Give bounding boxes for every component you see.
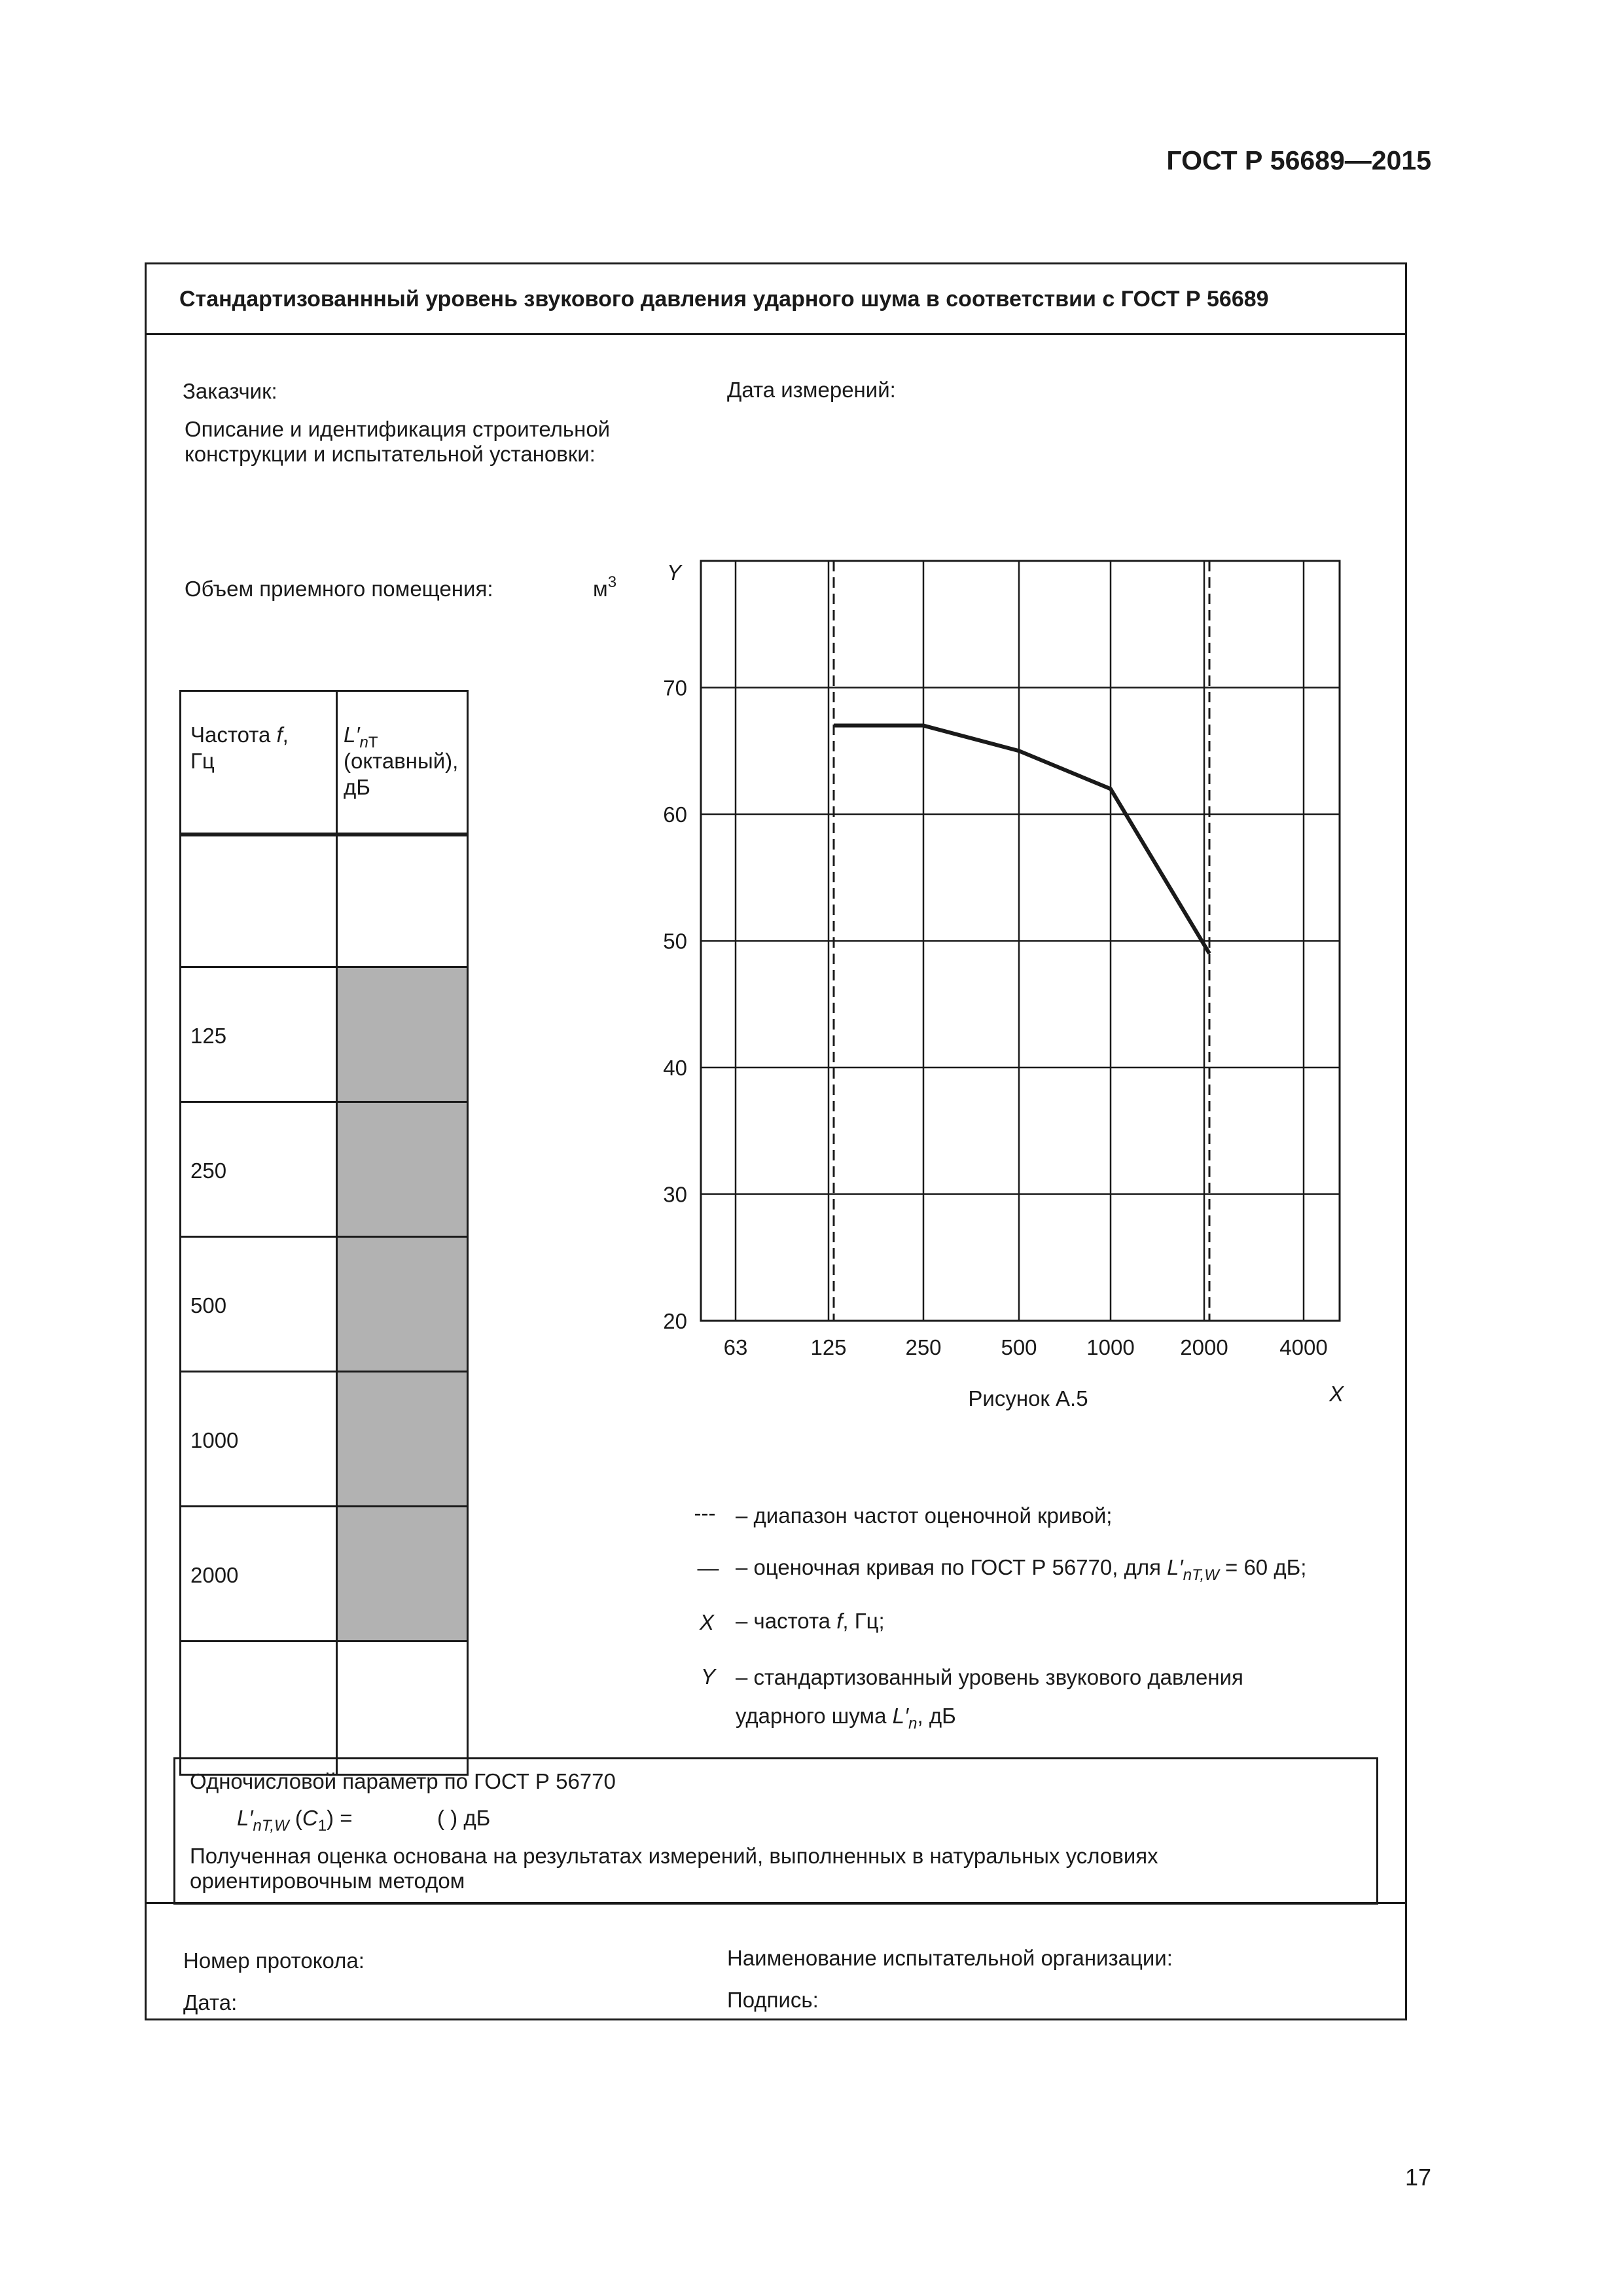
y-tick-label: 70: [663, 675, 687, 700]
volume-unit: [593, 573, 617, 602]
legend-x-symbol: [687, 1610, 726, 1635]
single-number-rating-box: [173, 1757, 1378, 1905]
table-row-value-shaded: [336, 966, 469, 1103]
chart-y-ticks: [663, 676, 687, 1334]
header-frequency-line1: [190, 722, 289, 748]
legend-x-text: [736, 1608, 885, 1634]
legend-x-letter: X: [699, 1610, 714, 1634]
table-row-value-shaded: [336, 1505, 469, 1642]
legend-y-text-line1: – стандартизованный уровень звукового давления: [736, 1665, 1243, 1689]
table-row: [179, 1236, 338, 1372]
y-tick-label: 60: [663, 802, 687, 827]
table-row-value-shaded: [336, 1101, 469, 1238]
table-row-value-shaded: [336, 1371, 469, 1507]
formula-L: L′: [237, 1806, 253, 1830]
row-frequency: 125: [190, 1024, 227, 1048]
table-header-frequency: [179, 690, 338, 836]
x-tick-label: 250: [905, 1335, 942, 1359]
summary-formula: [237, 1805, 353, 1835]
header-level-L: L′: [344, 723, 360, 747]
header-level-octave: (октавный),: [344, 749, 459, 773]
summary-title: Одночисловой параметр по ГОСТ Р 56770: [190, 1769, 616, 1793]
chart-figure-caption: Рисунок А.5: [968, 1386, 1088, 1410]
row-frequency: 250: [190, 1158, 227, 1183]
legend-y-suffix: , дБ: [917, 1704, 956, 1728]
legend-solid-L: L′: [1167, 1555, 1183, 1579]
header-frequency-unit: Гц: [190, 749, 215, 773]
table-row-value-shaded: [336, 1236, 469, 1372]
header-level-sub: n: [359, 734, 368, 751]
table-row: [179, 1101, 338, 1238]
table-row: [179, 1371, 338, 1507]
description-label-line1: Описание и идентификация строительной: [185, 417, 611, 441]
legend-y-symbol: [688, 1664, 728, 1689]
volume-label: Объем приемного помещения:: [185, 577, 493, 601]
formula-C-sub: 1: [317, 1817, 327, 1835]
x-tick-label: 500: [1001, 1335, 1037, 1359]
header-frequency-text: Частота: [190, 723, 277, 747]
formula-close: ) =: [327, 1806, 353, 1830]
form-title-bar: [147, 264, 1405, 335]
measurement-date-label: Дата измерений:: [727, 378, 896, 402]
legend-y-sub: n: [908, 1715, 918, 1732]
legend-solid-prefix: – оценочная кривая по ГОСТ Р 56770, для: [736, 1555, 1168, 1579]
protocol-number-label: Номер протокола:: [183, 1948, 365, 1973]
row-frequency: 1000: [190, 1428, 239, 1452]
legend-dashed-text: – диапазон частот оценочной кривой;: [736, 1503, 1113, 1528]
standard-header: ГОСТ Р 56689—2015: [1166, 145, 1431, 175]
y-tick-label: 40: [663, 1056, 687, 1080]
chart-grid: [701, 561, 1340, 1321]
volume-unit-base: м: [593, 577, 608, 601]
row-frequency: 500: [190, 1293, 227, 1318]
table-row: [179, 834, 338, 968]
legend-solid-sub: nT,W: [1183, 1566, 1219, 1584]
description-label-line2: конструкции и испытательной установки:: [185, 442, 596, 466]
legend-y-text-line2: [736, 1703, 956, 1732]
legend-solid-suffix: = 60 дБ;: [1219, 1555, 1307, 1579]
x-tick-label: 63: [723, 1335, 748, 1359]
y-tick-label: 30: [663, 1182, 687, 1207]
x-tick-label: 2000: [1180, 1335, 1228, 1359]
chart-x-ticks: [724, 1335, 1328, 1359]
legend-x-prefix: – частота: [736, 1609, 837, 1633]
formula-open: (: [289, 1806, 302, 1830]
summary-formula-value: ( ) дБ: [437, 1806, 491, 1830]
page-number: 17: [1405, 2164, 1432, 2191]
y-tick-label: 20: [663, 1309, 687, 1333]
header-frequency-comma: ,: [282, 723, 289, 747]
table-header-level: [336, 690, 469, 836]
signature-label: Подпись:: [727, 1988, 819, 2012]
form-title: Стандартизованнный уровень звукового давления ударного шума в соответствии с ГОСТ Р 56689: [179, 287, 1269, 312]
legend-dashed-symbol: ---: [694, 1501, 716, 1525]
table-row-value: [336, 834, 469, 968]
legend-x-f: f: [836, 1609, 843, 1633]
table-row: [179, 1640, 338, 1776]
summary-note-line1: Полученная оценка основана на результатах измерений, выполненных в натуральных условиях: [190, 1844, 1158, 1868]
chart-series: [834, 726, 1209, 954]
x-tick-label: 4000: [1279, 1335, 1328, 1359]
legend-x-suffix: , Гц;: [842, 1609, 885, 1633]
rating-curve-line: [834, 726, 1209, 954]
x-tick-label: 125: [810, 1335, 847, 1359]
footer-date-label: Дата:: [183, 1990, 238, 2015]
legend-solid-text: [736, 1554, 1307, 1584]
header-level-symbol: [344, 722, 378, 751]
table-row: [179, 966, 338, 1103]
customer-label: Заказчик:: [183, 379, 277, 403]
x-tick-label: 1000: [1086, 1335, 1135, 1359]
row-frequency: 2000: [190, 1563, 239, 1587]
chart-y-axis-label: Y: [667, 560, 682, 584]
formula-C: C: [302, 1806, 318, 1830]
y-tick-label: 50: [663, 929, 687, 954]
header-frequency-var: f: [276, 723, 283, 747]
frequency-table: [179, 690, 469, 1729]
legend-y-L: L′: [892, 1704, 909, 1728]
legend-solid-symbol: —: [697, 1556, 719, 1580]
summary-note-line2: ориентировочным методом: [190, 1869, 465, 1893]
rating-curve-chart: [628, 550, 1381, 1427]
legend-y-prefix: ударного шума: [736, 1704, 893, 1728]
chart-x-axis-label: X: [1329, 1382, 1344, 1406]
testing-organization-label: Наименование испытательной организации:: [727, 1946, 1173, 1970]
legend-y-letter: Y: [700, 1664, 715, 1689]
volume-unit-exponent: 3: [607, 573, 617, 591]
header-level-unit: дБ: [344, 775, 370, 799]
header-level-T: T: [368, 734, 378, 751]
table-row-value: [336, 1640, 469, 1776]
formula-L-sub: nT,W: [253, 1817, 289, 1835]
table-row: [179, 1505, 338, 1642]
